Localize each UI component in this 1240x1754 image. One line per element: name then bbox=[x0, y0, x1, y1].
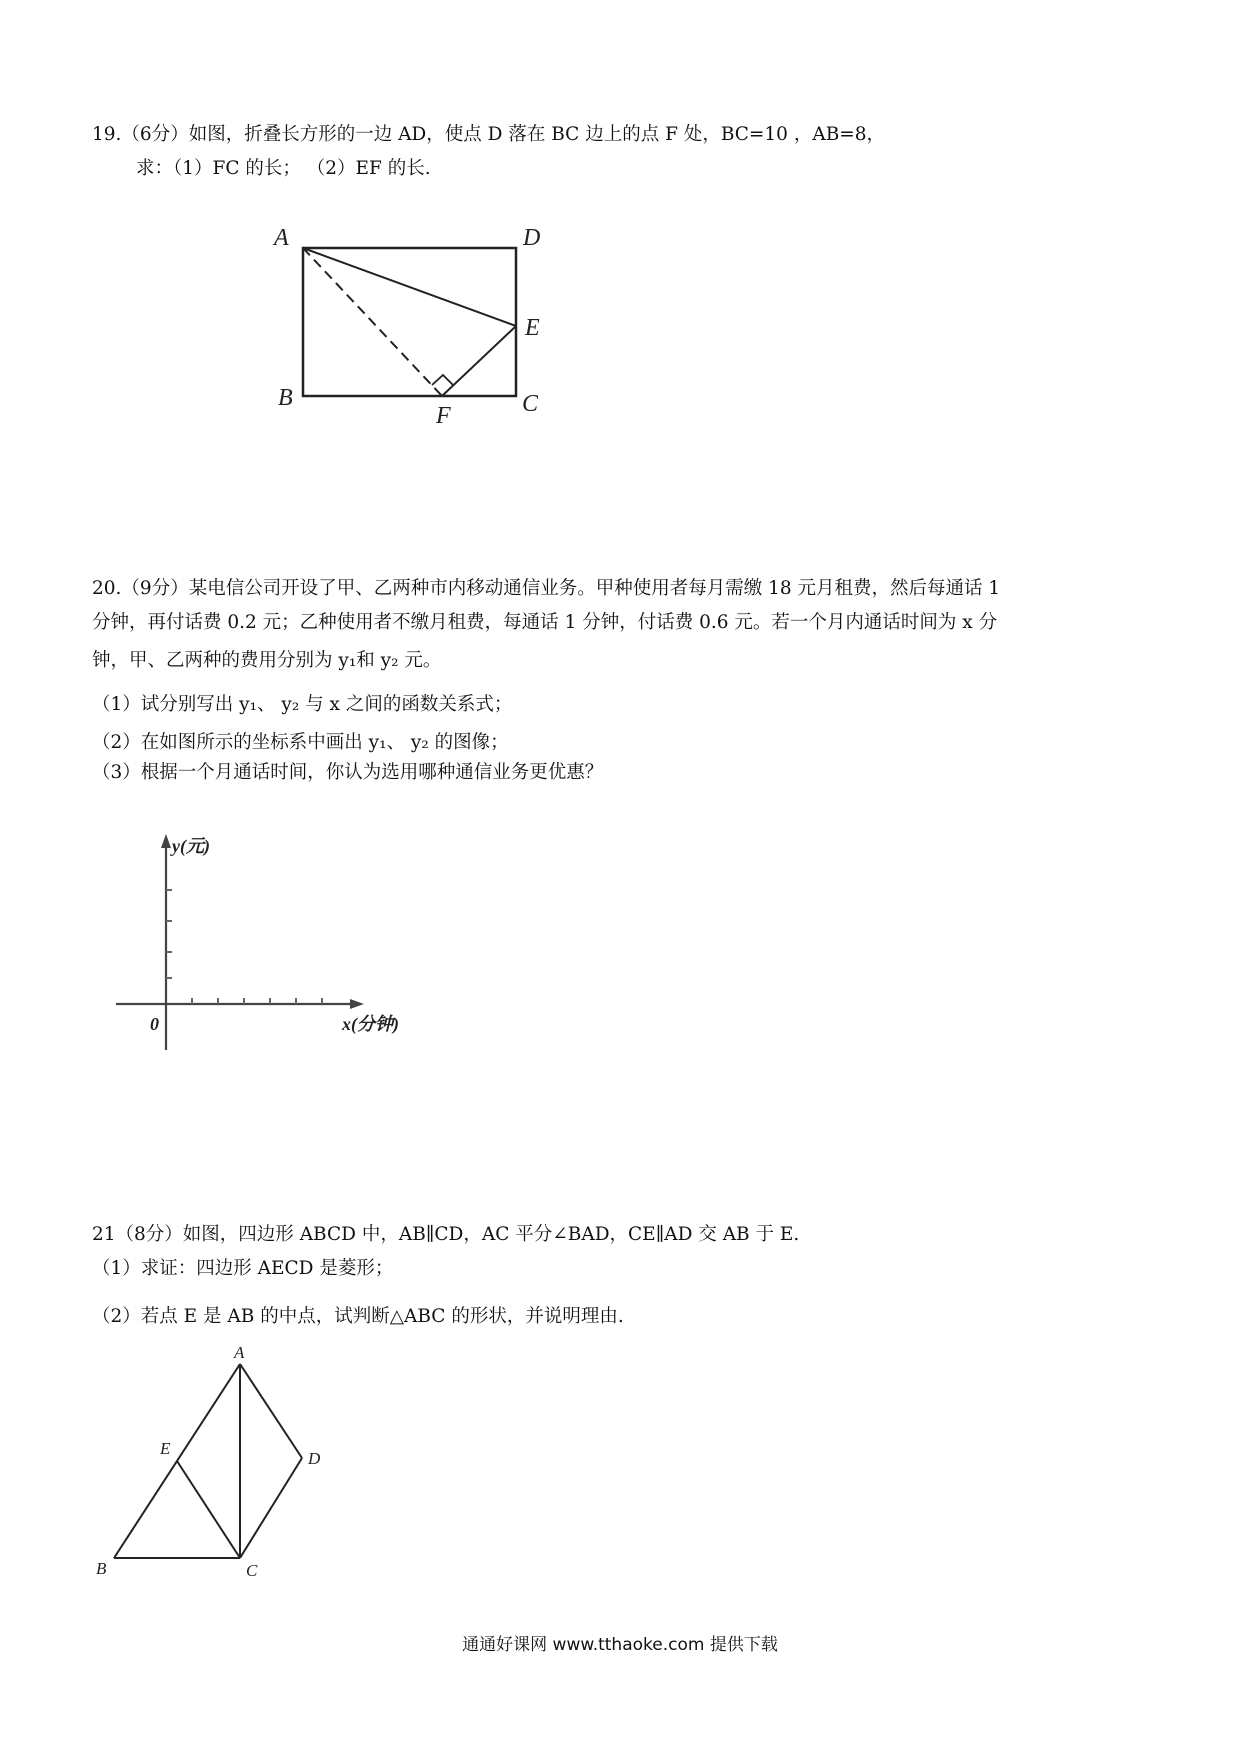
q21-quadrilateral-figure bbox=[90, 1340, 350, 1580]
q19-line1: 19.（6分）如图，折叠长方形的一边 AD，使点 D 落在 BC 边上的点 F 处，BC=10 ，AB=8， bbox=[92, 124, 886, 145]
y-axis-arrow bbox=[161, 834, 171, 848]
q19-rectangle-figure bbox=[260, 215, 560, 425]
label-d: D bbox=[308, 1449, 321, 1468]
segment-af-dashed bbox=[303, 248, 442, 396]
q20-line2: 分钟，再付话费 0.2 元；乙种使用者不缴月租费，每通话 1 分钟，付话费 0.6 元。若一个月内通话时间为 x 分 bbox=[92, 612, 998, 633]
page-footer: 通通好课网 www.tthaoke.com 提供下载 bbox=[462, 1635, 778, 1655]
q20-sub3: （3）根据一个月通话时间，你认为选用哪种通信业务更优惠？ bbox=[92, 762, 604, 783]
q20-sub2: （2）在如图所示的坐标系中画出 y₁、 y₂ 的图像； bbox=[92, 732, 509, 753]
x-axis-label: x(分钟) bbox=[342, 1014, 399, 1034]
label-a: A bbox=[274, 225, 289, 251]
rectangle-abcd bbox=[303, 248, 516, 396]
segment-dc bbox=[240, 1458, 302, 1558]
q19-line2: 求：（1）FC 的长； （2）EF 的长. bbox=[136, 158, 431, 179]
segment-ec bbox=[177, 1461, 240, 1558]
q21-line1: 21（8分）如图，四边形 ABCD 中，AB∥CD，AC 平分∠BAD，CE∥AD 交 AB 于 E. bbox=[92, 1224, 800, 1245]
q20-line1: 20.（9分）某电信公司开设了甲、乙两种市内移动通信业务。甲种使用者每月需缴 18 元月租费，然后每通话 1 bbox=[92, 578, 1001, 599]
y-axis-label: y(元) bbox=[172, 836, 210, 856]
label-b: B bbox=[96, 1559, 107, 1578]
label-d: D bbox=[523, 225, 541, 251]
segment-fe bbox=[442, 326, 516, 396]
q20-sub1: （1）试分别写出 y₁、 y₂ 与 x 之间的函数关系式； bbox=[92, 694, 513, 715]
label-a: A bbox=[234, 1343, 245, 1362]
q21-sub1: （1）求证：四边形 AECD 是菱形； bbox=[92, 1258, 394, 1279]
label-c: C bbox=[246, 1561, 258, 1580]
label-b: B bbox=[278, 385, 293, 411]
q20-coordinate-graph bbox=[110, 830, 430, 1060]
q21-sub2: （2）若点 E 是 AB 的中点，试判断△ABC 的形状，并说明理由. bbox=[92, 1306, 624, 1327]
label-e: E bbox=[525, 315, 540, 341]
q20-line3: 钟，甲、乙两种的费用分别为 y₁和 y₂ 元。 bbox=[92, 650, 442, 671]
segment-ae bbox=[303, 248, 516, 326]
origin-label: 0 bbox=[150, 1014, 159, 1034]
label-c: C bbox=[522, 391, 539, 417]
label-f: F bbox=[436, 403, 451, 425]
label-e: E bbox=[160, 1439, 171, 1458]
segment-ad bbox=[240, 1364, 302, 1458]
x-axis-arrow bbox=[350, 999, 364, 1009]
right-angle-mark bbox=[432, 375, 453, 385]
